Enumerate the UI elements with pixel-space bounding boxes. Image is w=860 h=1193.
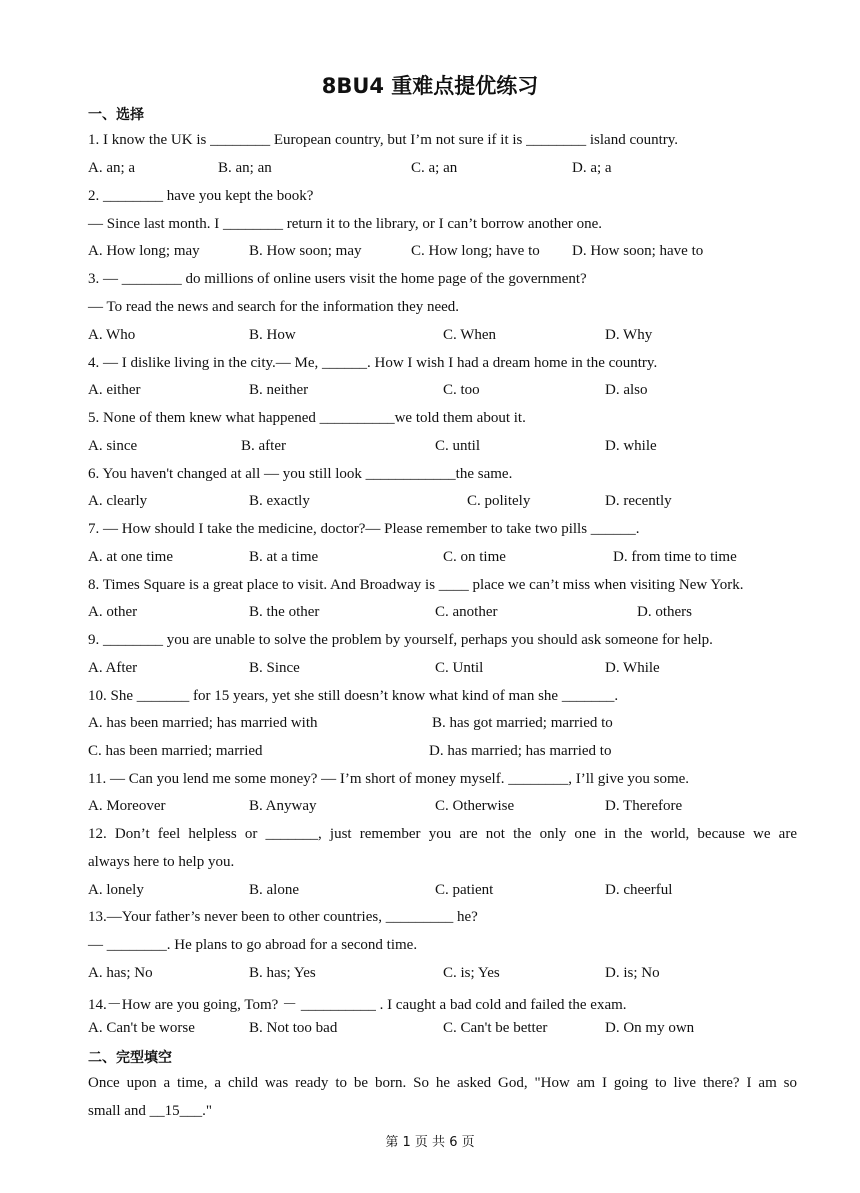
question-12-line-2: always here to help you. [88, 854, 235, 870]
q12-option-a: A. lonely [88, 882, 144, 898]
question-5: 5. None of them knew what happened __________we told them about it. [88, 410, 526, 426]
q3-option-d: D. Why [605, 327, 653, 343]
cloze-passage-line-2 [88, 1103, 212, 1120]
q12-option-b: B. alone [249, 882, 299, 898]
q5-option-b: B. after [241, 438, 286, 454]
q14-option-a: A. Can't be worse [88, 1020, 195, 1036]
q10-option-c: C. has been married; married [88, 743, 263, 759]
q11-option-c: C. Otherwise [435, 798, 515, 814]
q8-option-b: B. the other [249, 604, 320, 620]
q14-option-c: C. Can't be better [443, 1020, 548, 1036]
q3-option-a: A. Who [88, 327, 136, 343]
q1-option-d: D. a; a [572, 160, 612, 176]
question-12: 12. Don’t feel helpless or _______, just remember you are not the only one in the world, because we are [88, 826, 797, 842]
q13-option-a: A. has; No [88, 965, 153, 981]
question-4: 4. — I dislike living in the city.— Me, ______. How I wish I had a dream home in the country. [88, 355, 658, 371]
q4-option-d: D. also [605, 382, 648, 398]
question-3: 3. — ________ do millions of online users visit the home page of the government? [88, 271, 587, 287]
question-10: 10. She _______ for 15 years, yet she still doesn’t know what kind of man she _______. [88, 688, 619, 704]
q7-option-a: A. at one time [88, 549, 173, 565]
cloze-passage-line-1: Once upon a time, a child was ready to be born. So he asked God, "How am I going to live there? I am so [88, 1075, 797, 1091]
q1-option-c: C. a; an [411, 160, 458, 176]
q10-option-a: A. has been married; has married with [88, 715, 318, 731]
q11-option-a: A. Moreover [88, 798, 166, 814]
q12-option-c: C. patient [435, 882, 494, 898]
q2-option-b: B. How soon; may [249, 243, 362, 259]
q6-option-c: C. politely [467, 493, 531, 509]
q6-option-b: B. exactly [249, 493, 310, 509]
page-footer: 第 1 页 共 6 页 [385, 1135, 475, 1150]
question-9: 9. ________ you are unable to solve the problem by yourself, perhaps you should ask someone for help. [88, 632, 713, 648]
q2-option-a: A. How long; may [88, 243, 200, 259]
q2-option-c: C. How long; have to [411, 243, 540, 259]
cloze-passage-text-end: ." [202, 1103, 213, 1119]
question-2-line-2: — Since last month. I ________ return it to the library, or I can’t borrow another one. [88, 216, 603, 232]
q10-option-b: B. has got married; married to [432, 715, 613, 731]
q5-option-a: A. since [88, 438, 138, 454]
q13-option-b: B. has; Yes [249, 965, 316, 981]
question-7: 7. — How should I take the medicine, doctor?— Please remember to take two pills ______. [88, 521, 640, 537]
q10-option-d: D. has married; has married to [429, 743, 612, 759]
q14-option-b: B. Not too bad [249, 1020, 338, 1036]
q6-option-d: D. recently [605, 493, 672, 509]
q13-option-d: D. is; No [605, 965, 660, 981]
page-title: 8BU4 重难点提优练习 [321, 74, 539, 98]
q9-option-a: A. After [88, 660, 138, 676]
q13-option-c: C. is; Yes [443, 965, 500, 981]
question-3-line-2: — To read the news and search for the information they need. [88, 299, 460, 315]
q12-option-d: D. cheerful [605, 882, 673, 898]
q9-option-c: C. Until [435, 660, 484, 676]
q9-option-b: B. Since [249, 660, 300, 676]
q8-option-a: A. other [88, 604, 138, 620]
q3-option-c: C. When [443, 327, 497, 343]
cloze-blank-15: __15___ [149, 1103, 203, 1119]
question-1: 1. I know the UK is ________ European country, but I’m not sure if it is ________ island country. [88, 132, 679, 148]
q5-option-c: C. until [435, 438, 481, 454]
q4-option-a: A. either [88, 382, 141, 398]
q11-option-b: B. Anyway [249, 798, 317, 814]
q14-option-d: D. On my own [605, 1020, 695, 1036]
question-6: 6. You haven't changed at all — you still look ____________the same. [88, 466, 513, 482]
q1-option-b: B. an; an [218, 160, 272, 176]
question-13-line-2: — ________. He plans to go abroad for a second time. [88, 937, 418, 953]
q4-option-c: C. too [443, 382, 480, 398]
q9-option-d: D. While [605, 660, 660, 676]
cloze-passage-text: small and [88, 1103, 150, 1119]
q2-option-d: D. How soon; have to [572, 243, 704, 259]
question-13: 13.—Your father’s never been to other countries, _________ he? [88, 909, 478, 925]
q5-option-d: D. while [605, 438, 657, 454]
question-14: 14.－How are you going, Tom? － __________ . I caught a bad cold and failed the exam. [88, 997, 627, 1013]
q8-option-c: C. another [435, 604, 498, 620]
question-2: 2. ________ have you kept the book? [88, 188, 314, 204]
question-8: 8. Times Square is a great place to visit. And Broadway is ____ place we can’t miss when visiting New York. [88, 577, 744, 593]
q6-option-a: A. clearly [88, 493, 148, 509]
q1-option-a: A. an; a [88, 160, 136, 176]
q7-option-b: B. at a time [249, 549, 319, 565]
section-heading-choice: 一、选择 [88, 107, 144, 123]
q3-option-b: B. How [249, 327, 296, 343]
section-heading-cloze: 二、完型填空 [88, 1050, 172, 1066]
q8-option-d: D. others [637, 604, 692, 620]
q7-option-c: C. on time [443, 549, 506, 565]
q4-option-b: B. neither [249, 382, 309, 398]
question-11: 11. — Can you lend me some money? — I’m short of money myself. ________, I’ll give you some. [88, 771, 690, 787]
q11-option-d: D. Therefore [605, 798, 683, 814]
q7-option-d: D. from time to time [613, 549, 737, 565]
